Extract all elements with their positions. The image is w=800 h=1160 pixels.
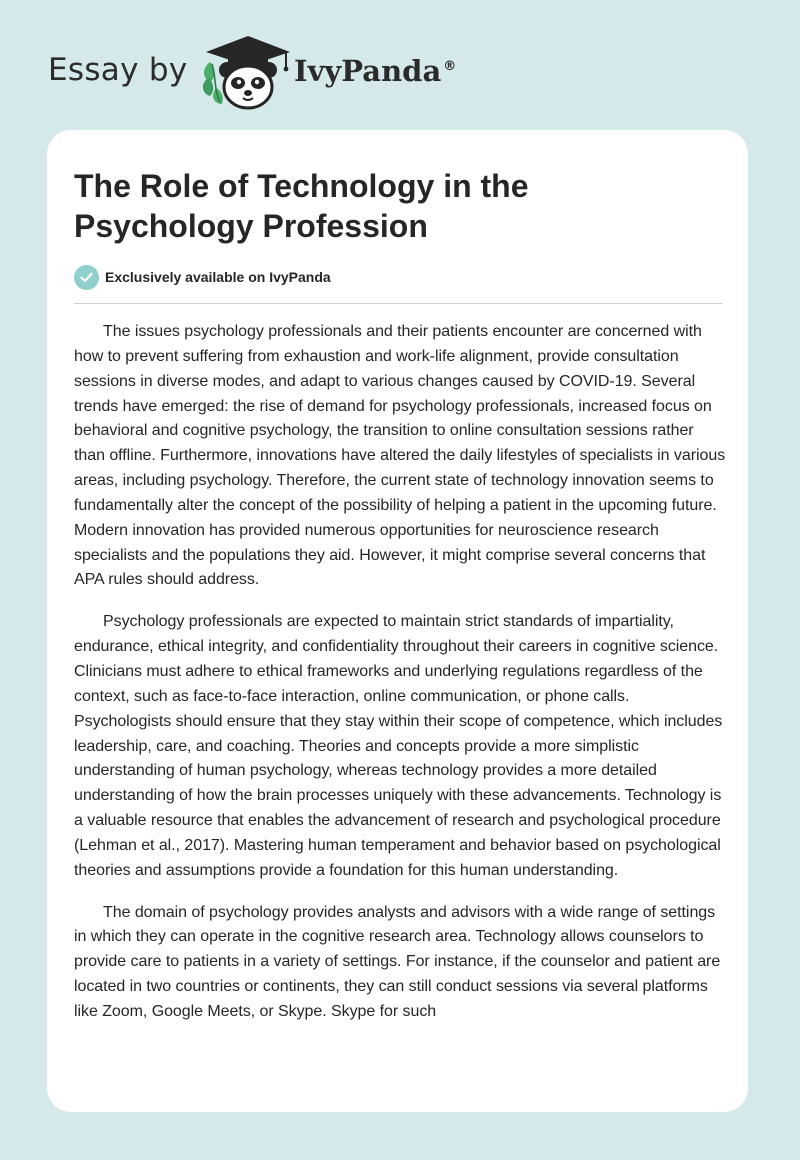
check-circle-icon	[74, 265, 99, 290]
exclusive-badge-label: Exclusively available on IvyPanda	[105, 269, 331, 285]
essay-paragraph: Psychology professionals are expected to maintain strict standards of impartiality, endurance, ethical integrity, and confidentiality throughout their careers in cognitive science. Clinicians must adhere to ethical frameworks and underlying regulations regardless of the context, such as face-to-face interaction, online communication, or phone calls. Psychologists should ensure that they stay within their scope of competence, which includes leadership, care, and coaching. Theories and concepts provide a more simplistic understanding of human psychology, whereas technology provides a more detailed understanding of how the brain processes uniquely with these advancements. Technology is a valuable resource that enables the advancement of research and psychological procedure (Lehman et al., 2017). Mastering human temperament and behavior based on psychological theories and assumptions provide a foundation for this human understanding.	[74, 613, 723, 879]
essay-title: The Role of Technology in the Psychology Profession	[74, 168, 529, 244]
essay-paragraph: The issues psychology professionals and their patients encounter are concerned with how to prevent suffering from exhaustion and work-life alignment, provide consultation sessions in diverse modes, and adapt to various changes caused by COVID-19. Several trends have emerged: the rise of demand for psychology professionals, increased focus on behavioral and cognitive psychology, the transition to online consultation sessions rather than offline. Furthermore, innovations have altered the daily lifestyles of specialists in various areas, including psychology. Therefore, the current state of technology innovation seems to fundamentally alter the concept of the possibility of helping a patient in the upcoming future. Modern innovation has provided numerous opportunities for neuroscience research specialists and the populations they aid. However, it might comprise several concerns that APA rules should address.	[74, 323, 726, 589]
exclusive-badge	[74, 264, 331, 290]
ivypanda-logo-icon[interactable]	[198, 32, 298, 112]
brand-name[interactable]	[294, 51, 456, 91]
site-header	[0, 0, 800, 128]
title-divider	[74, 303, 723, 304]
essay-body	[74, 320, 726, 1042]
essay-card	[47, 130, 748, 1112]
essay-by-label: Essay by	[48, 52, 188, 88]
brand-name-text: IvyPanda	[294, 54, 442, 88]
essay-paragraph: The domain of psychology provides analysts and advisors with a wide range of settings in which they can operate in the cognitive research area. Technology allows counselors to provide care to patients in a variety of settings. For instance, if the counselor and patient are located in two countries or continents, they can still conduct sessions via several platforms like Zoom, Google Meets, or Skype. Skype for such	[74, 903, 721, 1020]
registered-mark: ®	[443, 59, 457, 74]
